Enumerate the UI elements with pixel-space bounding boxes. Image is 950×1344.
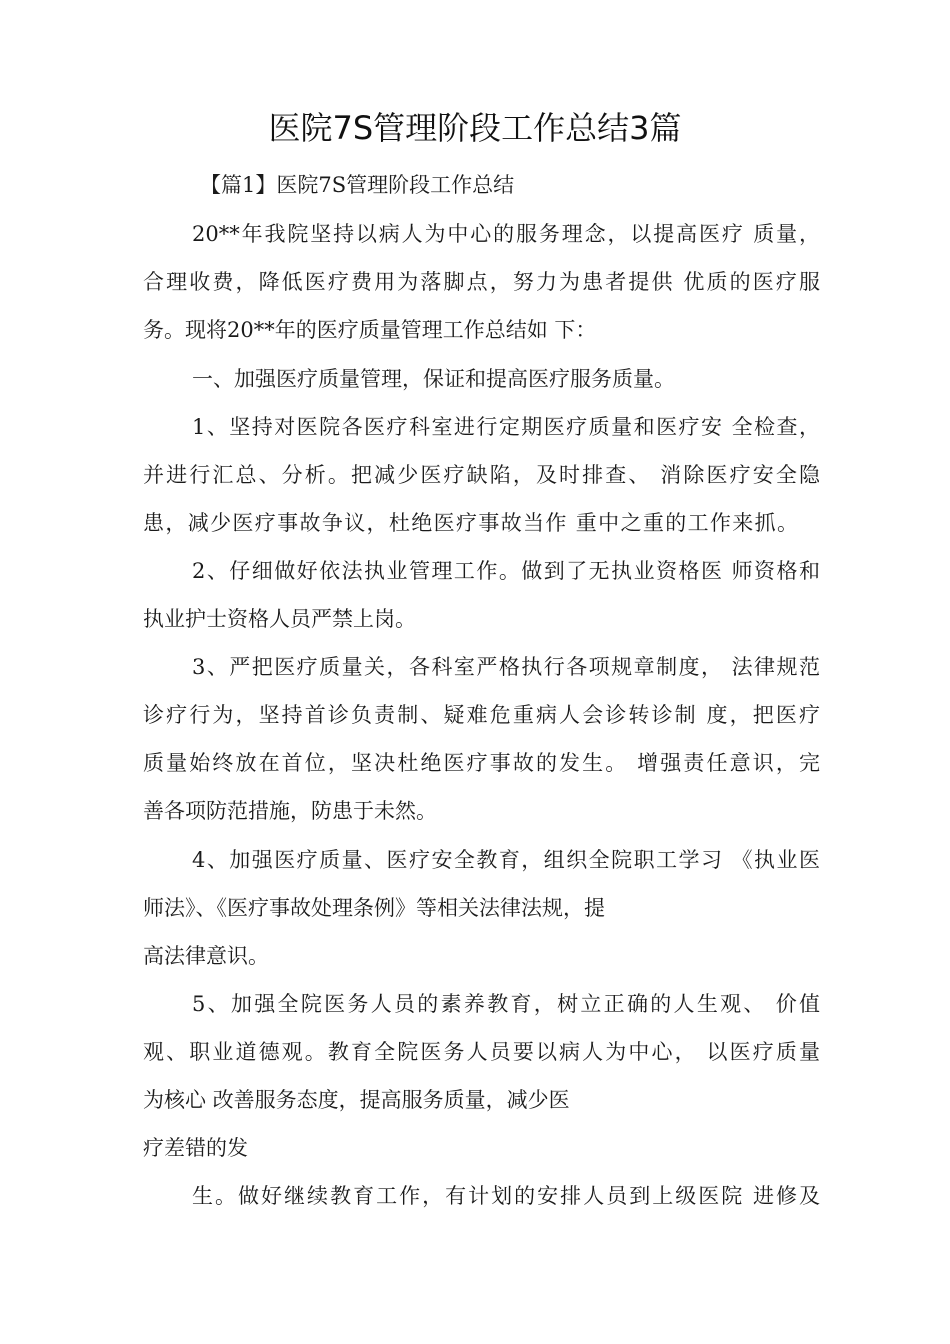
paragraph-line: 高法律意识。 bbox=[143, 944, 269, 968]
paragraph-line: 5、加强全院医务人员的素养教育，树立正确的人生观、 价值 bbox=[192, 992, 820, 1016]
paragraph-line: 务。现将20**年的医疗质量管理工作总结如 下： bbox=[143, 318, 597, 342]
paragraph-line: 2、仔细做好依法执业管理工作。做到了无执业资格医 师资格和 bbox=[192, 559, 820, 583]
paragraph-line: 师法》、《医疗事故处理条例》等相关法律法规，提 bbox=[143, 896, 605, 920]
paragraph-line: 并进行汇总、分析。把减少医疗缺陷，及时排查、 消除医疗安全隐 bbox=[143, 463, 820, 487]
paragraph-line: 质量始终放在首位，坚决杜绝医疗事故的发生。 增强责任意识，完 bbox=[143, 751, 820, 775]
paragraph-line: 生。做好继续教育工作，有计划的安排人员到上级医院 进修及 bbox=[192, 1184, 820, 1208]
paragraph-line: 4、加强医疗质量、医疗安全教育，组织全院职工学习 《执业医 bbox=[192, 848, 820, 872]
paragraph-line: 一、加强医疗质量管理，保证和提高医疗服务质量。 bbox=[192, 367, 675, 391]
paragraph-line: 观、职业道德观。教育全院医务人员要以病人为中心， 以医疗质量 bbox=[143, 1040, 820, 1064]
paragraph-line: 诊疗行为，坚持首诊负责制、疑难危重病人会诊转诊制 度，把医疗 bbox=[143, 703, 820, 727]
paragraph-line: 3、严把医疗质量关，各科室严格执行各项规章制度， 法律规范 bbox=[192, 655, 820, 679]
paragraph-line: 患，减少医疗事故争议，杜绝医疗事故当作 重中之重的工作来抓。 bbox=[143, 511, 798, 535]
paragraph-line: 为核心 改善服务态度，提高服务质量，减少医 bbox=[143, 1088, 570, 1112]
paragraph-line: 执业护士资格人员严禁上岗。 bbox=[143, 607, 416, 631]
paragraph-line: 合理收费，降低医疗费用为落脚点，努力为患者提供 优质的医疗服 bbox=[143, 270, 820, 294]
paragraph-line: 疗差错的发 bbox=[143, 1136, 248, 1160]
document-title: 医院7S管理阶段工作总结3篇 bbox=[268, 109, 682, 147]
paragraph-line: 1、坚持对医院各医疗科室进行定期医疗质量和医疗安 全检查， bbox=[192, 415, 820, 439]
paragraph-line: 善各项防范措施，防患于未然。 bbox=[143, 799, 437, 823]
paragraph-line: 20**年我院坚持以病人为中心的服务理念，以提高医疗 质量， bbox=[192, 222, 820, 246]
section-heading: 【篇1】医院7S管理阶段工作总结 bbox=[200, 173, 515, 197]
